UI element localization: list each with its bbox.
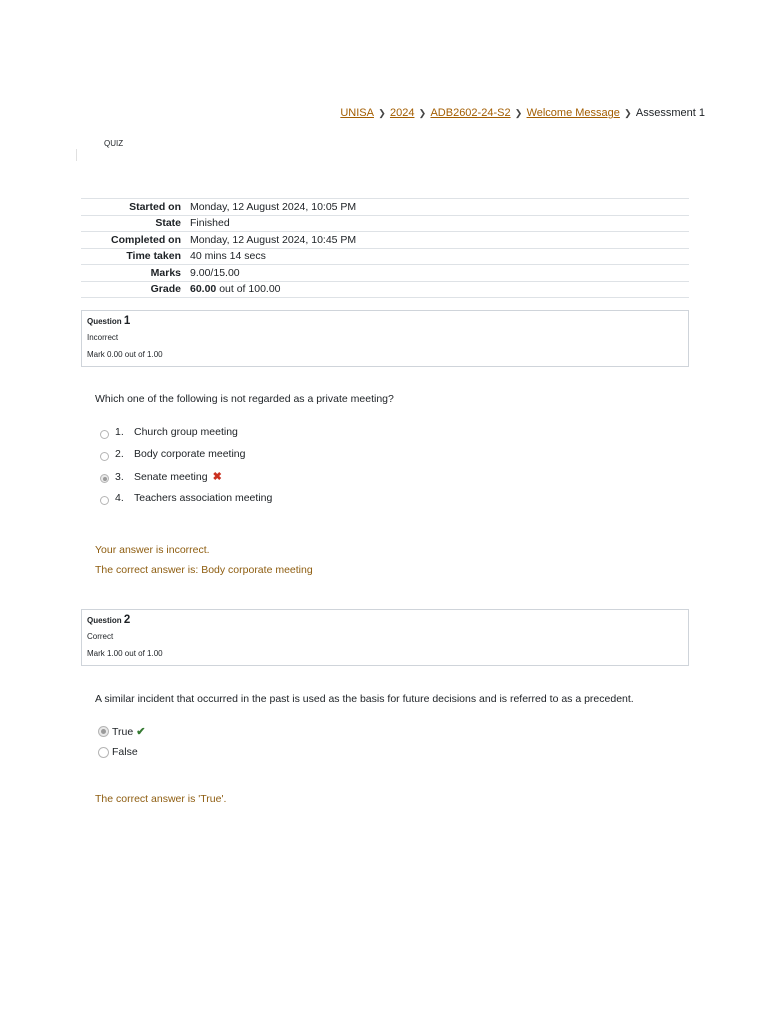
breadcrumb-link-unisa[interactable]: UNISA: [340, 107, 374, 119]
cross-icon: ✖: [212, 471, 222, 483]
question-mark: Mark 1.00 out of 1.00: [87, 649, 163, 658]
radio-button[interactable]: [100, 496, 109, 505]
page-label: QUIZ: [104, 139, 124, 148]
summary-value: Monday, 12 August 2024, 10:45 PM: [190, 233, 357, 246]
summary-value: 40 mins 14 secs: [190, 250, 266, 263]
option-label: Teachers association meeting: [134, 492, 273, 504]
question-prefix: Question: [87, 616, 124, 625]
summary-label: Completed on: [111, 233, 181, 246]
question-text: Which one of the following is not regarded as a private meeting?: [95, 393, 394, 405]
question-number-value: 1: [123, 315, 131, 327]
summary-label: Started on: [129, 200, 181, 213]
grade-score: 60.00: [190, 283, 217, 296]
summary-row-started: [81, 199, 689, 216]
answer-option[interactable]: [100, 492, 272, 504]
feedback-correct-answer: The correct answer is 'True'.: [95, 793, 227, 805]
option-number: 2.: [115, 448, 124, 460]
chevron-right-icon: ❯: [514, 107, 523, 118]
summary-row-grade: [81, 281, 689, 298]
option-label: False: [112, 746, 138, 758]
radio-button-selected[interactable]: [98, 726, 109, 737]
answer-option-true[interactable]: [98, 725, 145, 738]
summary-row-marks: [81, 265, 689, 282]
divider: [76, 149, 77, 161]
summary-label: Time taken: [126, 250, 181, 263]
radio-button[interactable]: [98, 747, 109, 758]
option-label: Senate meeting: [134, 470, 208, 483]
question-mark: Mark 0.00 out of 1.00: [87, 350, 163, 359]
summary-row-completed: [81, 232, 689, 249]
question-text: A similar incident that occurred in the past is used as the basis for future decisions and is referred to as a precedent.: [95, 693, 634, 705]
answer-option-false[interactable]: [98, 746, 138, 758]
breadcrumb-current: Assessment 1: [635, 107, 705, 119]
attempt-summary-table: [81, 198, 689, 298]
question-info-box: [81, 310, 689, 367]
summary-label: Grade: [150, 283, 181, 296]
summary-value: [186, 281, 689, 298]
option-label: True: [112, 725, 134, 738]
option-number: 1.: [115, 426, 124, 438]
grade-total: out of 100.00: [216, 283, 281, 296]
summary-row-state: [81, 215, 689, 232]
chevron-right-icon: ❯: [624, 107, 632, 118]
radio-button[interactable]: [100, 452, 109, 461]
question-state: Incorrect: [87, 333, 119, 342]
question-prefix: Question: [87, 317, 124, 326]
question-info-box: [81, 609, 689, 666]
feedback-incorrect: Your answer is incorrect.: [95, 544, 210, 556]
breadcrumb-link-course[interactable]: ADB2602-24-S2: [430, 107, 511, 119]
breadcrumb-link-welcome-message[interactable]: Welcome Message: [526, 107, 620, 119]
summary-row-time-taken: [81, 248, 689, 265]
option-label: Body corporate meeting: [134, 448, 246, 460]
summary-value: 9.00/15.00: [190, 266, 240, 279]
question-number-value: 2: [123, 614, 131, 626]
option-number: 4.: [115, 492, 124, 504]
summary-label: Marks: [150, 266, 181, 279]
answer-option-selected[interactable]: [100, 470, 222, 483]
answer-option[interactable]: [100, 448, 245, 460]
feedback-correct-answer: The correct answer is: Body corporate meeting: [95, 564, 313, 576]
summary-value: Monday, 12 August 2024, 10:05 PM: [190, 200, 357, 213]
summary-value: Finished: [190, 217, 230, 230]
question-state: Correct: [87, 632, 114, 641]
chevron-right-icon: ❯: [418, 107, 427, 118]
breadcrumb-link-2024[interactable]: 2024: [389, 107, 415, 119]
question-number: [87, 614, 130, 626]
check-icon: ✔: [136, 726, 146, 738]
question-number: [87, 315, 130, 327]
radio-button-selected[interactable]: [100, 474, 109, 483]
option-number: 3.: [115, 470, 124, 483]
breadcrumb: [340, 107, 705, 119]
answer-option[interactable]: [100, 426, 238, 438]
summary-label: State: [155, 217, 181, 230]
chevron-right-icon: ❯: [378, 107, 386, 118]
option-label: Church group meeting: [134, 426, 238, 438]
radio-button[interactable]: [100, 430, 109, 439]
